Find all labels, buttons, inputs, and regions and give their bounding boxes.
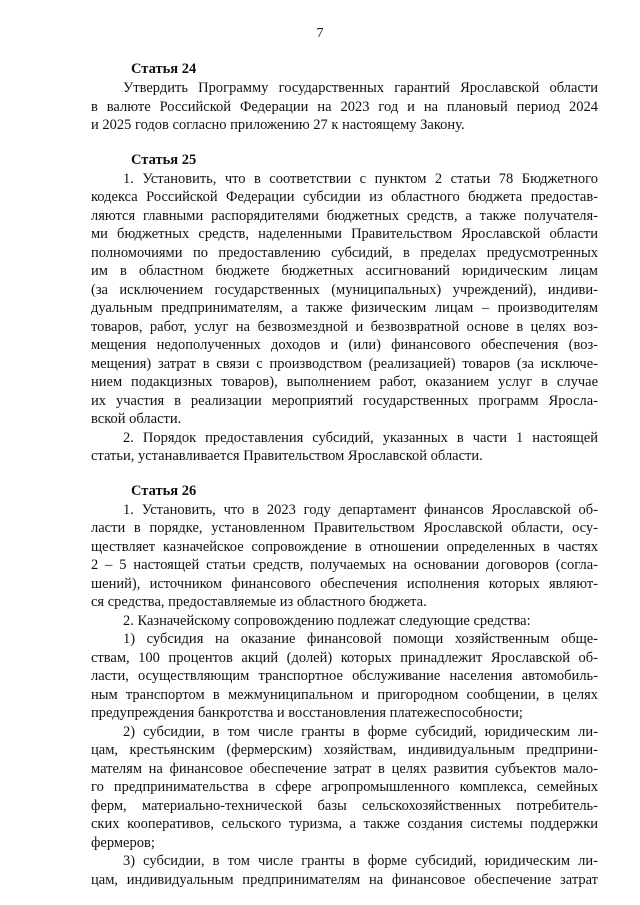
text-line: ствам, 100 процентов акций (долей) которых принадлежит Ярославской об- [91,649,598,666]
text-line: статьи, устанавливается Правительством Ярославской области. [91,448,483,464]
text-line: мателям на финансовое обеспечение затрат в целях развития субъектов мало- [91,760,598,777]
text-line: нием подакцизных товаров), выполнением работ, оказанием услуг в случае [91,374,598,390]
text-line: ласти, осуществляющим транспортное обслуживание населения автомобиль- [91,668,598,684]
text-line: ляются главными распорядителями бюджетных средств, а также получателя- [91,207,598,224]
text-line: цам, индивидуальным предпринимателям на финансовое обеспечение затрат [91,871,598,888]
text-line: мещения) затрат в связи с производством (реализацией) товаров (за исключе- [91,355,598,372]
text-line: го предпринимательства в сфере агропромышленного комплекса, семейных [91,779,598,795]
text-line: ществляет казначейское сопровождение в отношении определенных в частях [91,538,598,555]
text-line: мещения недополученных доходов и (или) финансового обеспечения (воз- [91,337,598,353]
paragraph [91,429,598,466]
text-line: 1. Установить, что в 2023 году департамент финансов Ярославской об- [123,501,598,518]
article-title: Статья 24 [131,61,197,77]
text-line: их участия в реализации мероприятий государственных программ Яросла- [91,392,598,409]
text-line: предупреждения банкротства и восстановления платежеспособности; [91,705,523,721]
article-3 [91,482,598,890]
paragraph [91,170,598,429]
text-line: кодекса Российской Федерации субсидии из областного бюджета предостав- [91,189,598,205]
paragraph [91,852,598,889]
article-title: Статья 26 [131,482,197,499]
text-line: товаров, работ, услуг на безвозмездной и безвозвратной основе в целях воз- [91,318,598,335]
text-line: ся средства, предоставляемые из областного бюджета. [91,594,427,610]
text-line: полномочиями по предоставлению субсидий, в пределах предусмотренных [91,244,598,261]
text-line: ми бюджетных средств, наделенными Правительством Ярославской области [91,226,598,242]
text-line: и 2025 годов согласно приложению 27 к настоящему Закону. [91,117,465,133]
text-line: Утвердить Программу государственных гарантий Ярославской области [123,80,598,96]
text-line: 3) субсидии, в том числе гранты в форме субсидий, юридическим ли- [123,853,598,869]
article-1 [91,60,598,135]
text-line: ласти в порядке, установленном Правительством Ярославской области, осу- [91,520,598,536]
text-line: (за исключением государственных (муниципальных) учреждений), индиви- [91,281,598,298]
paragraph [91,501,598,612]
document-body [91,60,598,889]
text-line: ских кооперативов, сельского туризма, а также создания системы поддержки [91,816,598,832]
text-line: 2 – 5 настоящей статьи средств, получаемых на основании договоров (согла- [91,557,598,573]
text-line: 2) субсидии, в том числе гранты в форме субсидий, юридическим ли- [123,723,598,740]
text-line: 1. Установить, что в соответствии с пунктом 2 статьи 78 Бюджетного [123,170,598,187]
text-line: 1) субсидия на оказание финансовой помощи хозяйственным обще- [123,631,598,647]
text-line: ным транспортом в межмуниципальном и пригородном сообщении, в целях [91,686,598,703]
text-line: в валюте Российской Федерации на 2023 год и на плановый период 2024 [91,98,598,115]
paragraph [91,79,598,135]
paragraph [91,612,598,631]
text-line: ферм, материально-технической базы сельскохозяйственных потребитель- [91,797,598,814]
text-line: им в областном бюджете бюджетных ассигнований юридическим лицам [91,263,598,279]
page-number: 7 [316,26,324,41]
text-line: шений), источником финансового обеспечения исполнения которых являют- [91,575,598,592]
article-2 [91,151,598,466]
text-line: фермеров; [91,834,155,851]
text-line: 2. Порядок предоставления субсидий, указанных в части 1 настоящей [123,429,598,446]
paragraph [91,630,598,723]
text-line: вской области. [91,411,182,427]
text-line: 2. Казначейскому сопровождению подлежат следующие средства: [123,612,531,629]
text-line: дуальным предпринимателям, а также физическим лицам – производителям [91,300,598,316]
text-line: цам, крестьянским (фермерским) хозяйствам, индивидуальным предприни- [91,742,598,758]
paragraph [91,723,598,853]
article-title: Статья 25 [131,151,197,168]
